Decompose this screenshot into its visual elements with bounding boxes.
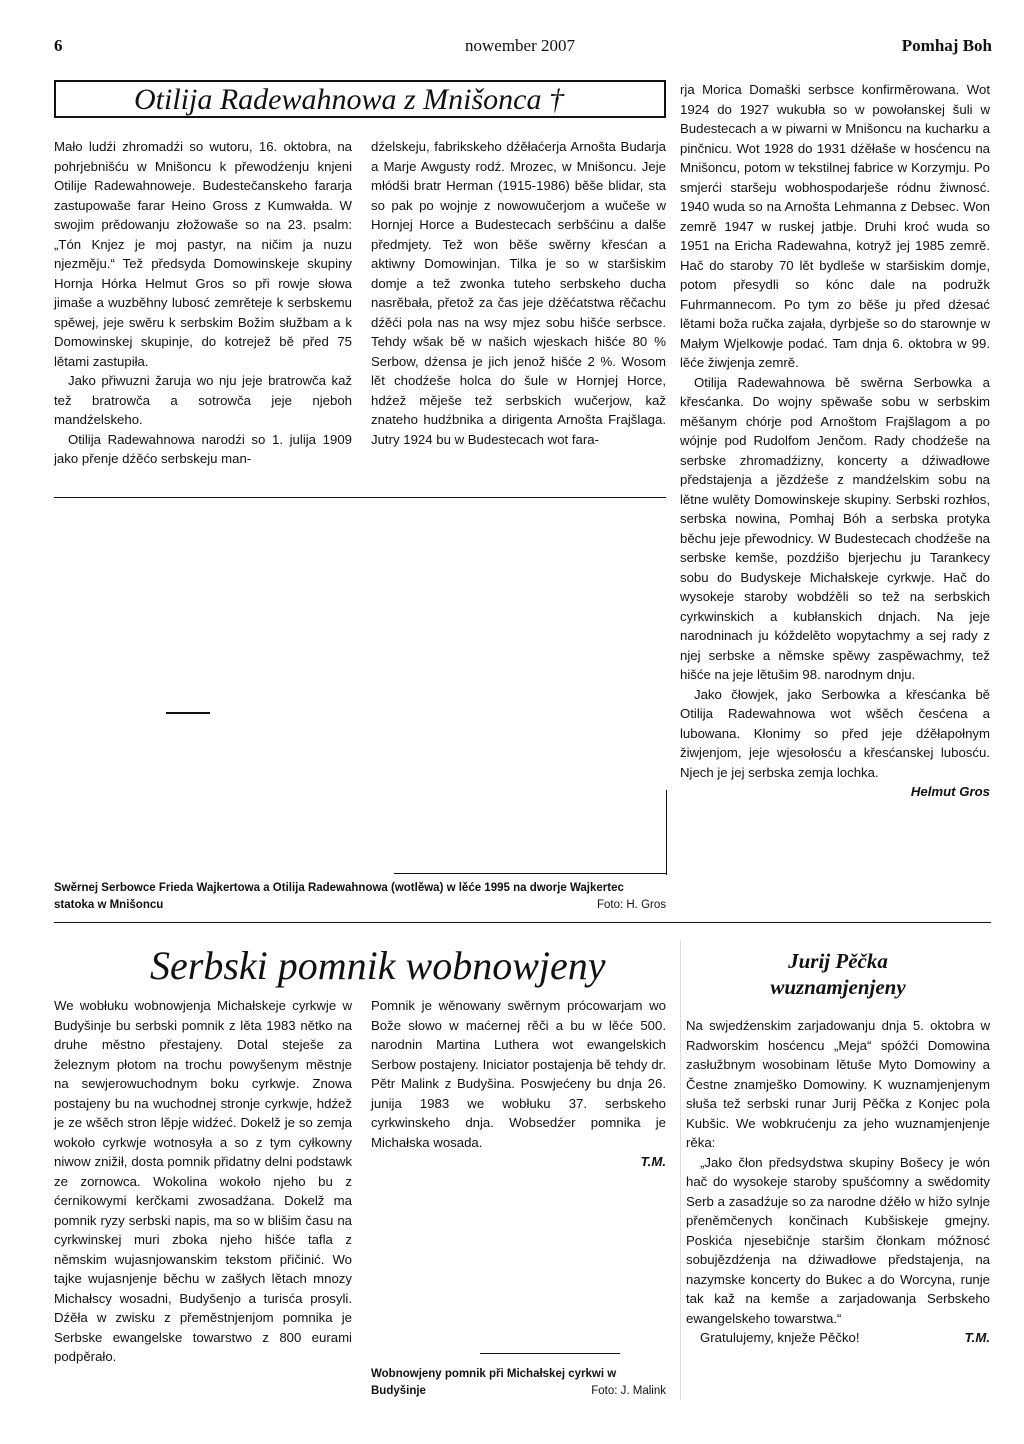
article1-paragraph: dźelskeju, fabrikskeho dźěłaćerja Arnošta Budarja a Marje Awgusty rodź. Mrozec, w Mnišoncu. Jeje młódši bratr Herman (1915-1986) běše blidar, sta so pak po wojnje z nowowučerjom a wučeše w Hornjej Horce a Budestecach serbšćinu a dalše předmjety. Tež won běše swěrny křesćan a aktiwny Domowinjan. Tilka je so w staršiskim domje a tež zwonka tuteho serbskeho ducha nasrěbała, přetož za čas jeje dźěćatstwa rěčachu dźěći pola nas na wsy mjez sobu hišće serbsce. Tehdy wšak bě w našich wjeskach hišće 80 % Serbow, dźensa je jich jenož hišće 2 %. Wosom lět chodźeše holca do šule w Hornjej Horce, hdźež měješe tež serbskich wučerjow, kaž znateho hudźbnika a dirigenta Arnošta Frajšlaga. Jutry 1924 bu w Budestecach wot fara- — [371, 139, 666, 447]
article1-column-1 — [54, 137, 352, 469]
article2-signature-row — [371, 1152, 666, 1172]
article1-column-3 — [680, 80, 990, 802]
article1-paragraph: Jako čłowjek, jako Serbowka a křesćanka bě Otilija Radewahnowa wot wšěch česćena a lubowana. Kłonimy so před jeje dźěłapołnym žiwjenjom, jeje wjesołosću a křesćanskej lubosću. Njech je jej serbska zemja lochka. — [680, 686, 990, 780]
article1-paragraph: Otilija Radewahnowa bě swěrna Serbowka a křesćanka. Do wojny spěwaše sobu w serbskim měšanym chórje pod Arnoštom Frajšlagom a po wójnje pod Rudolfom Jenčom. Rady chodźeše na serbske zhromadźizny, koncerty a dźiwadłowe předstajenja a jězdźeše z mandźelskim sobu na lětne wulěty Domowinskeje skupiny. Serbski rozhłos, serbska nowina, Pomhaj Bóh a serbska protyka běchu jeje přewodnicy. W Budestecach chodźeše na serbske kemše, pozdźišo bjerjechu ju Tarankecy sobu do Budyskeje Michałskeje cyrkwje. Hač do wysokeje staroby wobdźěli so tež na serbskich cyrkwinskich a kubłanskich dnjach. Na jeje narodninach ju kóždelěto wopytachmy a sej rady z njej serbske a němske spěwy zaspěwachmy, tež hišće na jeje lětušim 98. narodnym dnju. — [680, 374, 990, 682]
article1-paragraph: Otilija Radewahnowa narodźi so 1. julija 1909 jako přenje dźěćo serbskeju man- — [54, 431, 352, 466]
article1-photo — [54, 500, 666, 875]
article3-paragraph — [686, 1328, 990, 1348]
photo-edge — [666, 790, 667, 875]
article1-caption — [54, 880, 666, 914]
article1-paragraph: rja Morica Domaški serbsce konfirměrowana. Wot 1924 do 1927 wukubła so w powołanskej šuli w Budestecach a w piwarni w Mnišoncu na kucharku a pinčnicu. Wot 1928 do 1931 dźěłaše w hosćencu na Mnišoncu, potom w tekstilnej fabrice w Korzymju. Po smjerći staršeju wobhospodarješe ródnu žiwnosć. 1940 wuda so na Arnošta Lehmanna z Debsec. Won zemrě 1947 w ruskej jatbje. Druhi kroć wuda so 1951 na Ericha Radewahna, kotryž jej 1985 zemrě. Hač do staroby 70 lět bydleše w staršiskim domje, potom přesydli so kónc dale na podružk Fuhrmannecom. Po tym zo běše ju před dźesać lětami boža ručka zajała, dyrbješe so do starownje w Małym Wjelkowje podać. Tam dnja 6. oktobra w 99. lěće žiwjenja zemrě. — [680, 82, 990, 370]
article3-closing: Gratulujemy, knježe Pěčko! — [700, 1330, 860, 1345]
article2-paragraph: Pomnik je wěnowany swěrnym prócowarjam wo Bože słowo w maćernej rěči a bu w lěće 500. narodnin Martina Luthera wot ewangelskich Serbow postajeny. Iniciator postajenja bě tehdy dr. Pětr Malink z Budyšina. Poswjećeny bu dnja 26. junija 1983 we wobłuku 37. serbskeho cyrkwinskeho dnja. Wobsedźer pomnika je Michałska wosada. — [371, 998, 666, 1150]
article2-column-2 — [371, 996, 666, 1172]
article2-caption — [371, 1366, 666, 1400]
article3-column — [686, 1016, 990, 1348]
article1-signature-row — [680, 782, 990, 802]
photo-mark — [166, 712, 210, 714]
article2-title: Serbski pomnik wobnowjeny — [150, 943, 606, 988]
photo-credit: Foto: J. Malink — [591, 1385, 666, 1397]
article1-paragraph: Mało ludźi zhromadźi so wutoru, 16. oktobra, na pohrjebnišću w Mnišoncu k přewodźenju knjeni Otilije Radewahnoweje. Budestečanskeho fararja zastupowaše farar Heino Gross z Kumwałda. W swojim prědowanju złožowaše so na 23. psalm: „Tón Knjez je moj pastyr, na ničim ja nuzu njezměju.“ Tež předsyda Domowinskeje skupiny Hornja Hórka Helmut Gros so při rowje słowa jimaše a wuzběhny lubosć zemrěteje k serbskemu spěwej, jeje swěru k serbskim Božim słužbam a k Domowinskej skupinje, do kotrejež bě před 75 lětami zastupiła. — [54, 139, 352, 369]
article1-signature: Helmut Gros — [910, 784, 990, 799]
article1-paragraph: Jako přiwuzni žaruja wo nju jeje bratrowča kaž tež bratrowča a sotrowča jeje njeboh mandźelskeho. — [54, 373, 352, 427]
article2-paragraph: We wobłuku wobnowjenja Michałskeje cyrkwje w Budyšinje bu serbski pomnik z lěta 1983 nětko na druhe městno přestajeny. Dotal steješe za železnym płotom na trochu powyšenym městnje na sewjerowuchodnym boku cyrkwje. Znowa postajeny bu na wuchodnej stronje cyrkwje, hdźež je ze wšěch stron lěpje widźeć. Dokelž je so zemja wokoło cyrkwje wotnosyła a so z tym cyłkowny niwow znižił, dosta pomnik přidatny delni podstawk ze zornowca. Wokolina wokoło njeho bu z ćernikowymi kerčkami zwosadźana. Dokelž ma pomnik ryzy serbski napis, ma so w blišim času na cyrkwinskej muri zboka njeho hišće tafla z němskim wujasnjowanskim tekstom přičinić. Wo tajke wujasnjenje běchu w zašłych lětach mnozy Michałscy wosadni, Budyšenjo a turisća prosyli. Dźěła w zwisku z přeměstnjenjom pomnika je Serbske ewangelske towarstwo z 800 eurami podpěrało. — [54, 998, 352, 1364]
article1-title: Otilija Radewahnowa z Mnišonca † — [134, 83, 564, 116]
photo-mark — [480, 1353, 620, 1354]
article3-title-line: Jurij Pěčka — [788, 949, 888, 973]
section-divider — [54, 922, 991, 923]
divider — [54, 497, 666, 498]
page-number: 6 — [54, 36, 63, 55]
article1-column-2 — [371, 137, 666, 449]
article3-paragraph: „Jako čłon předsydstwa skupiny Bošecy je wón hač do wysokeje staroby spušćomny a swědomity Serb a zasadźuje so za narodne dźěło w hižo sylnje přeněmčenych končinach Kubšiskeje gmejny. Poskića njesebičnje staršim čłonkam móžnosć sobujězdźenja na dźiwadłowe předstajenja, na nazymske koncerty do Bukec a do Worcyna, runje tak kaž na kemše a zarjadowanja Serbskeho ewangelskeho towarstwa.“ — [686, 1154, 990, 1326]
publication-name: Pomhaj Boh — [901, 36, 992, 55]
article3-title — [686, 948, 990, 1000]
issue-date: nowember 2007 — [465, 36, 576, 55]
article3-paragraph: Na swjedźenskim zarjadowanju dnja 5. oktobra w Radworskim hosćencu „Meja“ spóžći Domowina zasłužbnym wosobinam lětuše Myto Domowiny a Čestne znamješko Domowiny. K wuznamjenjenym słuša tež serbski runar Jurij Pěčka z Konjec pola Kubšic. We wobkrućenju za jeho wuznamjenjenje rěka: — [686, 1018, 990, 1150]
article1-title-box — [54, 80, 666, 118]
photo-edge — [394, 873, 666, 874]
page-header — [0, 0, 1024, 70]
caption-text: Swěrnej Serbowce Frieda Wajkertowa a Otilija Radewahnowa (wotlěwa) w lěće 1995 na dworje Wajkertec statoka w Mnišoncu — [54, 882, 624, 911]
column-separator — [680, 940, 681, 1400]
photo-credit: Foto: H. Gros — [596, 899, 666, 911]
article2-column-1 — [54, 996, 352, 1367]
article3-title-line: wuznamjenjeny — [770, 975, 906, 999]
article2-signature: T.M. — [640, 1154, 666, 1169]
article3-signature: T.M. — [964, 1330, 990, 1345]
caption-text: Wobnowjeny pomnik při Michałskej cyrkwi w Budyšinje — [371, 1368, 617, 1397]
